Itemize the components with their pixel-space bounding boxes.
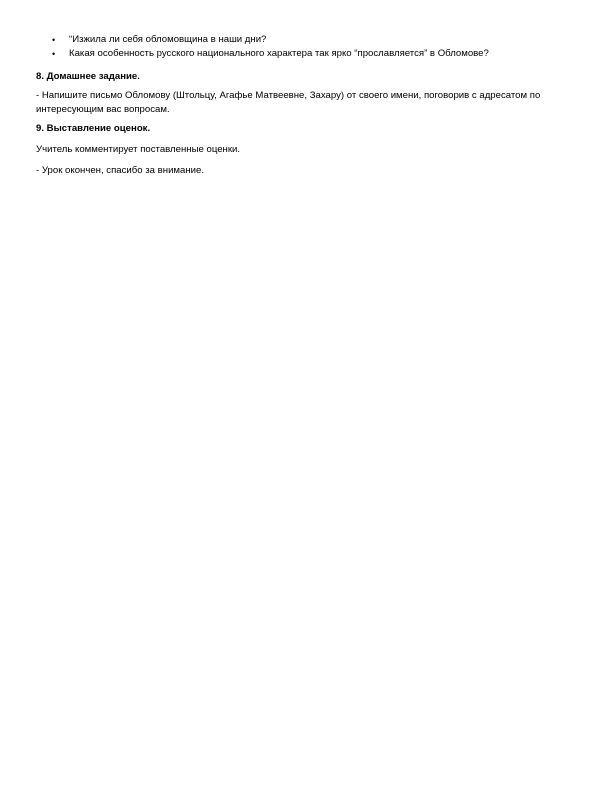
list-item-text: “Изжила ли себя обломовщина в наши дни? (69, 34, 267, 45)
list-item-text: Какая особенность русского национального характера так ярко “прославляется” в Обломове? (69, 48, 489, 59)
homework-text-line: интересующим вас вопросам. (36, 104, 170, 115)
question-list (36, 33, 576, 61)
closing-text: - Урок окончен, спасибо за внимание. (36, 165, 205, 176)
section-heading-homework: 8. Домашнее задание. (36, 71, 140, 82)
bullet-icon: • (52, 35, 56, 45)
page-content (36, 33, 576, 178)
list-item (52, 33, 576, 47)
grades-text: Учитель комментирует поставленные оценки. (36, 144, 241, 155)
section-heading-grades: 9. Выставление оценок. (36, 123, 151, 134)
homework-text-line: - Напишите письмо Обломову (Штольцу, Агафье Матвеевне, Захару) от своего имени, поговорив с адресатом по (36, 90, 541, 101)
homework-text (36, 89, 576, 117)
list-item (52, 47, 576, 61)
bullet-icon: • (52, 49, 56, 59)
